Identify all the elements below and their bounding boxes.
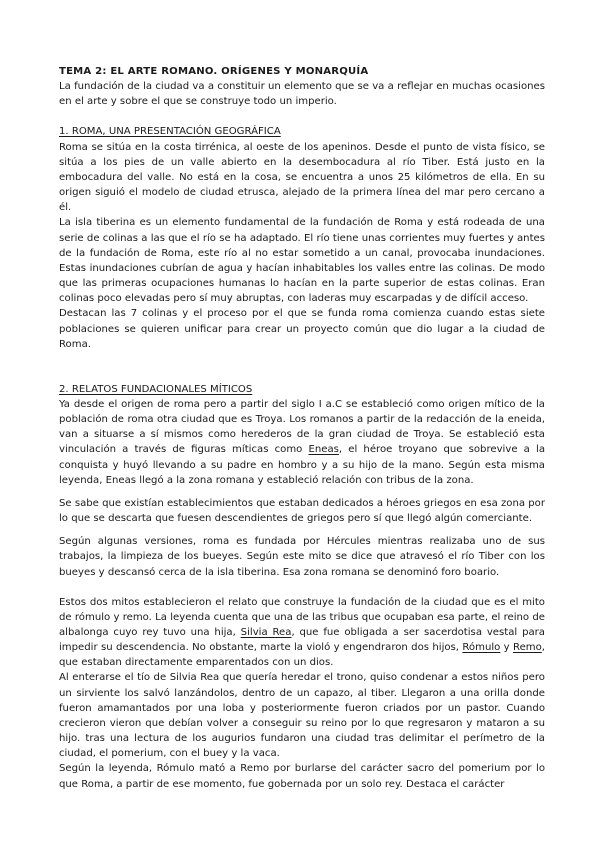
eneas-link[interactable]: Eneas (308, 444, 339, 456)
intro-paragraph: La fundación de la ciudad va a constituir un elemento que se va a reflejar en muchas ocasiones en el arte y sobre el que se construye todo un imperio. (59, 81, 545, 108)
section-1-paragraph-2: La isla tiberina es un elemento fundamental de la fundación de Roma y está rodeada de una serie de colinas a las que el río se ha adaptado. El río tiene unas corrientes muy fuertes y antes de la fundación de Roma, este río al no estar sometido a un canal, provocaba inundaciones. Estas inundaciones cubrían de agua y hacían inhabitables los valles entre las colinas. De modo que las primeras ocupaciones humanas lo hacían en la parte superior de estas colinas. Eran colinas poco elevadas pero sí muy abruptas, con laderas muy escarpadas y de difícil acceso. (59, 217, 545, 305)
spacer (59, 352, 545, 382)
section-2-paragraph-6: Según la leyenda, Rómulo mató a Remo por burlarse del carácter sacro del pomerium por lo que Roma, a partir de ese momento, fue gobernada por un solo rey. Destaca el carácter (59, 763, 545, 790)
section-2-heading: 2. RELATOS FUNDACIONALES MÍTICOS (59, 383, 253, 395)
document-page (59, 64, 545, 792)
section-2-paragraph-3: Según algunas versiones, roma es fundada por Hércules mientras realizaba uno de sus trabajos, la limpieza de los bueyes. Según este mito se dice que atravesó el río Tiber con los bueyes y descansó cerca de la isla tiberina. Esa zona romana se denominó foro boario. (59, 536, 545, 578)
spacer (59, 580, 545, 595)
section-2-paragraph-5: Al enterarse el tío de Silvia Rea que quería heredar el trono, quiso condenar a estos niños pero un sirviente los salvó lanzándolos, dentro de un capazo, al tiber. Llegaron a una orilla donde fueron amamantados por una loba y posteriormente fueron criados por un pastor. Cuando crecieron vieron que debían volver a conseguir su reino por lo que regresaron y mataron a su hijo. tras una lectura de los augurios fundaron una ciudad tras delimitar el perímetro de la ciudad, el pomerium, con el buey y la vaca. (59, 672, 545, 760)
section-2-paragraph-1: Ya desde el origen de roma pero a partir del siglo I a.C se estableció como origen mítico de la población de roma otra ciudad que es Troya. Los romanos a partir de la redacción de la eneida, van a situarse a sí mismos como herederos de la gran ciudad de Troya. Se estableció esta vinculación a través de figuras míticas como Eneas, el héroe troyano que sobrevive a la conquista y huyó llevando a su padre en hombro y a su hijo de la mano. Según esta misma leyenda, Eneas llegó a la zona romana y estableció relación con tribus de la zona. (59, 398, 546, 486)
romulo-link[interactable]: Rómulo (462, 642, 501, 654)
section-1-paragraph-3: Destacan las 7 colinas y el proceso por el que se funda roma comienza cuando estas siete poblaciones se quieren unificar para crear un proyecto común que dio lugar a la ciudad de Roma. (59, 308, 545, 350)
section-1-heading: 1. ROMA, UNA PRESENTACIÓN GEOGRÁFICA (59, 126, 281, 138)
section-2-paragraph-2: Se sabe que existían establecimientos que estaban dedicados a héroes griegos en esa zona por lo que se descarta que fuesen descendientes de griegos pero sí que llegó algún comerciante. (59, 497, 545, 525)
section-1-paragraph-1: Roma se sitúa en la costa tirrénica, al oeste de los apeninos. Desde el punto de vista físico, se sitúa a los pies de un valle abierto en la desembocadura al río Tiber. Está justo en la embocadura del valle. No está en la cosa, se encuentra a unos 25 kilómetros de ella. En su origen siguió el modelo de ciudad etrusca, alejado de la primera línea del mar pero cercano a él. (59, 141, 545, 214)
document-title: TEMA 2: EL ARTE ROMANO. ORÍGENES Y MONARQUÍA (59, 66, 369, 77)
spacer (59, 526, 545, 534)
spacer (59, 109, 545, 124)
spacer (59, 488, 545, 496)
silvia-rea-link[interactable]: Silvia Rea (240, 627, 292, 638)
remo-link[interactable]: Remo (513, 642, 542, 654)
section-2-paragraph-4: Estos dos mitos establecieron el relato que construye la fundación de la ciudad que es el mito de rómulo y remo. La leyenda cuenta que una de las tribus que ocupaban esa parte, el reino de albalonga cuyo rey tuvo una hija, Silvia Rea, que fue obligada a ser sacerdotisa vestal para impedir su descendencia. No obstante, marte la violó y engendraron dos hijos, Rómulo y Remo, que estaban directamente emparentados con un dios. (59, 596, 546, 669)
